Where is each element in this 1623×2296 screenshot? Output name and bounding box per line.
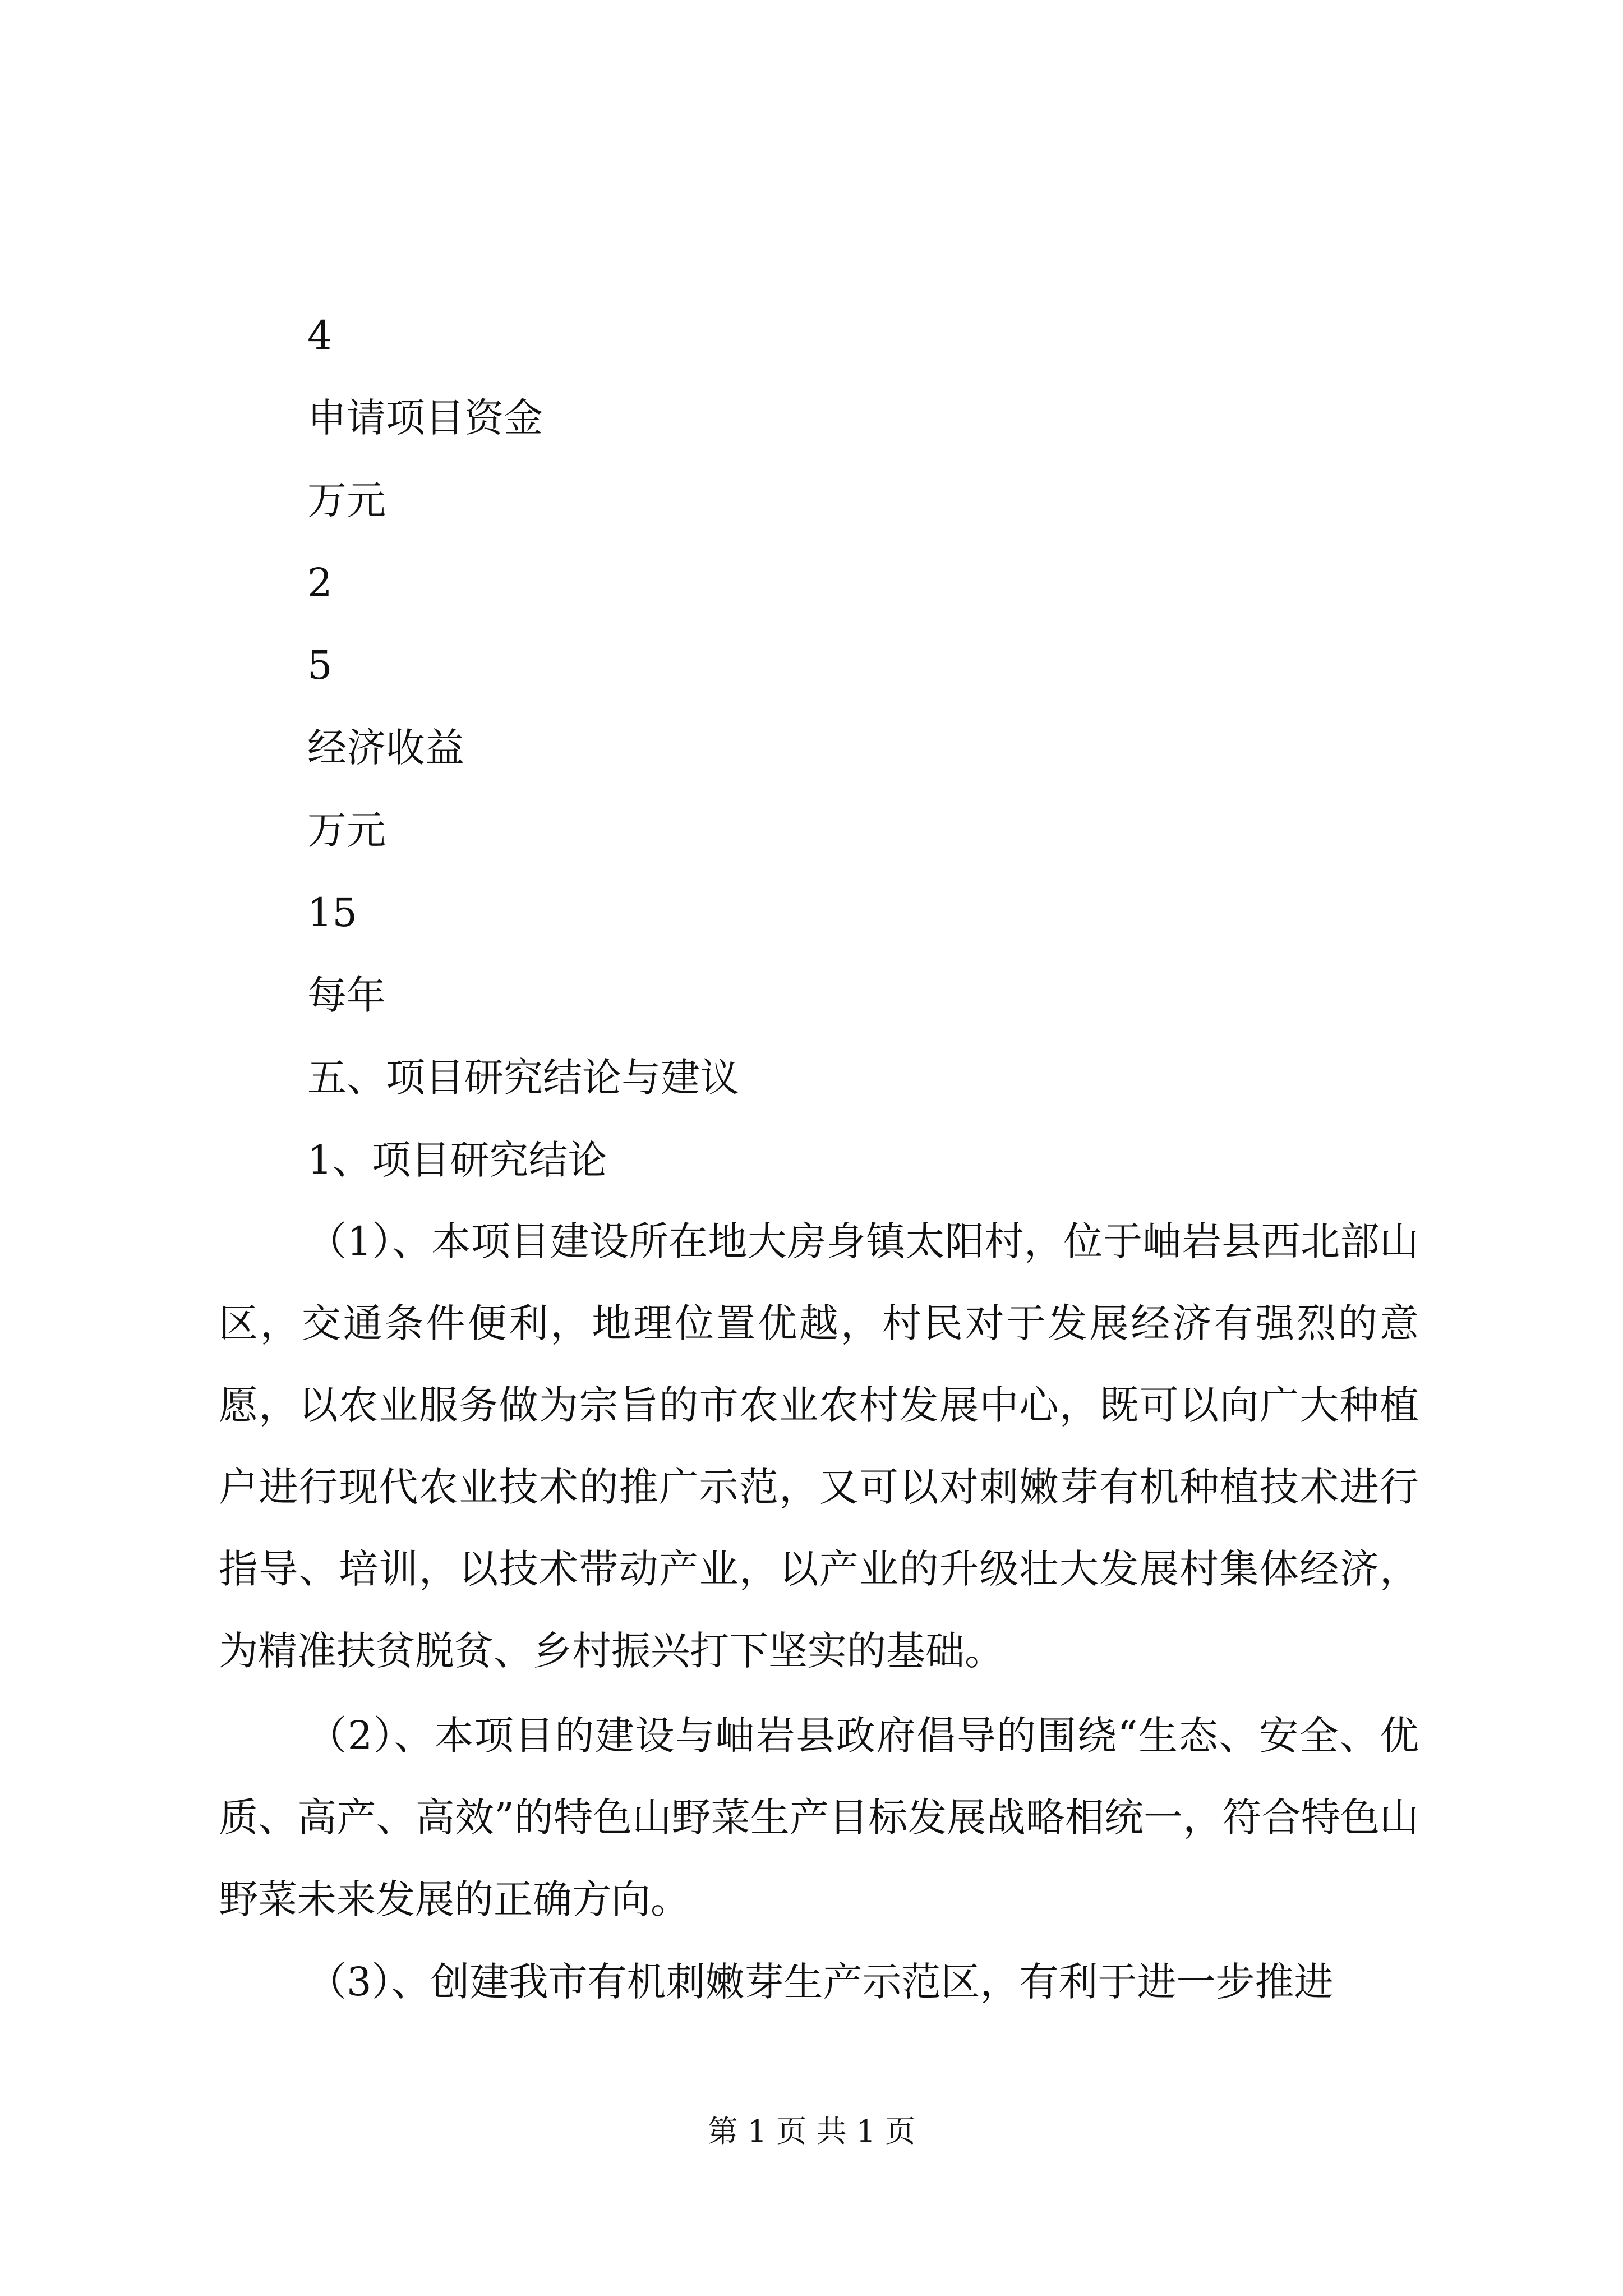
table-cell-number: 5 [307,642,333,688]
subsection-heading: 1、项目研究结论 [307,1137,607,1183]
table-cell-number: 4 [307,312,333,358]
section-heading: 五、项目研究结论与建议 [307,1055,739,1101]
page-footer: 第 1 页 共 1 页 [707,2114,916,2149]
table-cell-unit: 万元 [307,477,386,523]
table-cell-number: 2 [307,560,333,606]
table-cell-label: 经济收益 [307,725,464,771]
table-cell-note: 每年 [307,972,386,1018]
body-paragraph: （2）、本项目的建设与岫岩县政府倡导的围绕“生态、安全、优质、高产、高效”的特色山野菜生产目标发展战略相统一，符合特色山野菜未来发展的正确方向。 [219,1713,1419,1922]
table-cell-unit: 万元 [307,807,386,853]
table-cell-number: 15 [307,890,358,936]
table-cell-label: 申请项目资金 [307,395,543,441]
body-paragraph: （1）、本项目建设所在地大房身镇太阳村，位于岫岩县西北部山区，交通条件便利，地理位置优越，村民对于发展经济有强烈的意愿，以农业服务做为宗旨的市农业农村发展中心，既可以向广大种植户进行现代农业技术的推广示范，又可以对刺嫩芽有机种植技术进行指导、培训，以技术带动产业，以产业的升级壮大发展村集体经济，为精准扶贫脱贫、乡村振兴打下坚实的基础。 [219,1218,1419,1674]
body-paragraph: （3）、创建我市有机刺嫩芽生产示范区，有利于进一步推进 [307,1959,1334,2005]
